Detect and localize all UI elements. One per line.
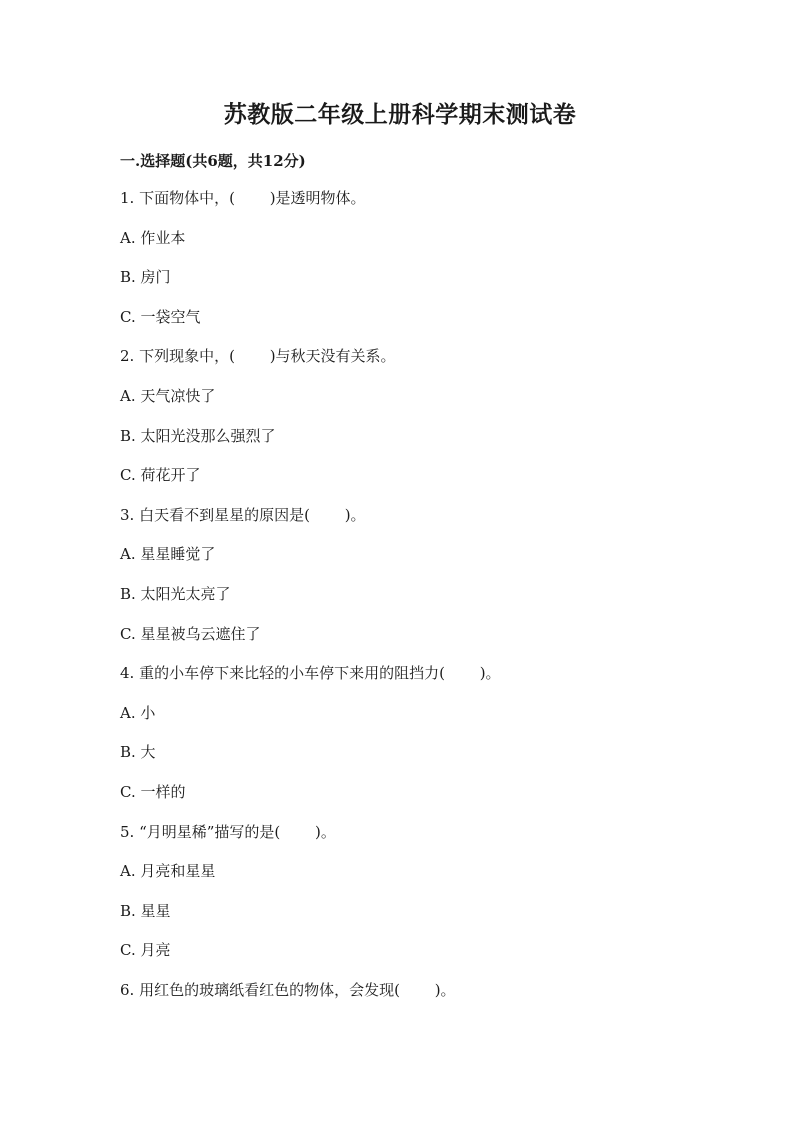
question-3: 3. 白天看不到星星的原因是( )。 [120,505,366,524]
question-5-option-b: B. 星星 [120,901,171,920]
question-5-option-a: A. 月亮和星星 [120,862,216,881]
question-list [120,188,720,1019]
section-heading: 一.选择题(共6题，共12分) [120,152,306,170]
question-4-option-a: A. 小 [120,703,156,722]
question-1-option-c: C. 一袋空气 [120,307,201,326]
question-6: 6. 用红色的玻璃纸看红色的物体，会发现( )。 [120,980,456,999]
question-2-option-c: C. 荷花开了 [120,466,201,485]
question-2: 2. 下列现象中，( )与秋天没有关系。 [120,347,396,366]
question-2-option-b: B. 太阳光没那么强烈了 [120,426,276,445]
question-4-option-c: C. 一样的 [120,782,186,801]
question-1-option-b: B. 房门 [120,268,171,287]
question-1-option-a: A. 作业本 [120,228,186,247]
question-3-option-c: C. 星星被乌云遮住了 [120,624,261,643]
question-5: 5. “月明星稀”描写的是( )。 [120,822,336,841]
question-4: 4. 重的小车停下来比轻的小车停下来用的阻挡力( )。 [120,664,501,683]
question-5-option-c: C. 月亮 [120,941,171,960]
question-1: 1. 下面物体中，( )是透明物体。 [120,189,366,207]
page-title: 苏教版二年级上册科学期末测试卷 [223,101,577,128]
question-3-option-b: B. 太阳光太亮了 [120,584,231,603]
question-2-option-a: A. 天气凉快了 [120,386,216,405]
question-4-option-b: B. 大 [120,743,156,762]
question-3-option-a: A. 星星睡觉了 [120,545,216,564]
